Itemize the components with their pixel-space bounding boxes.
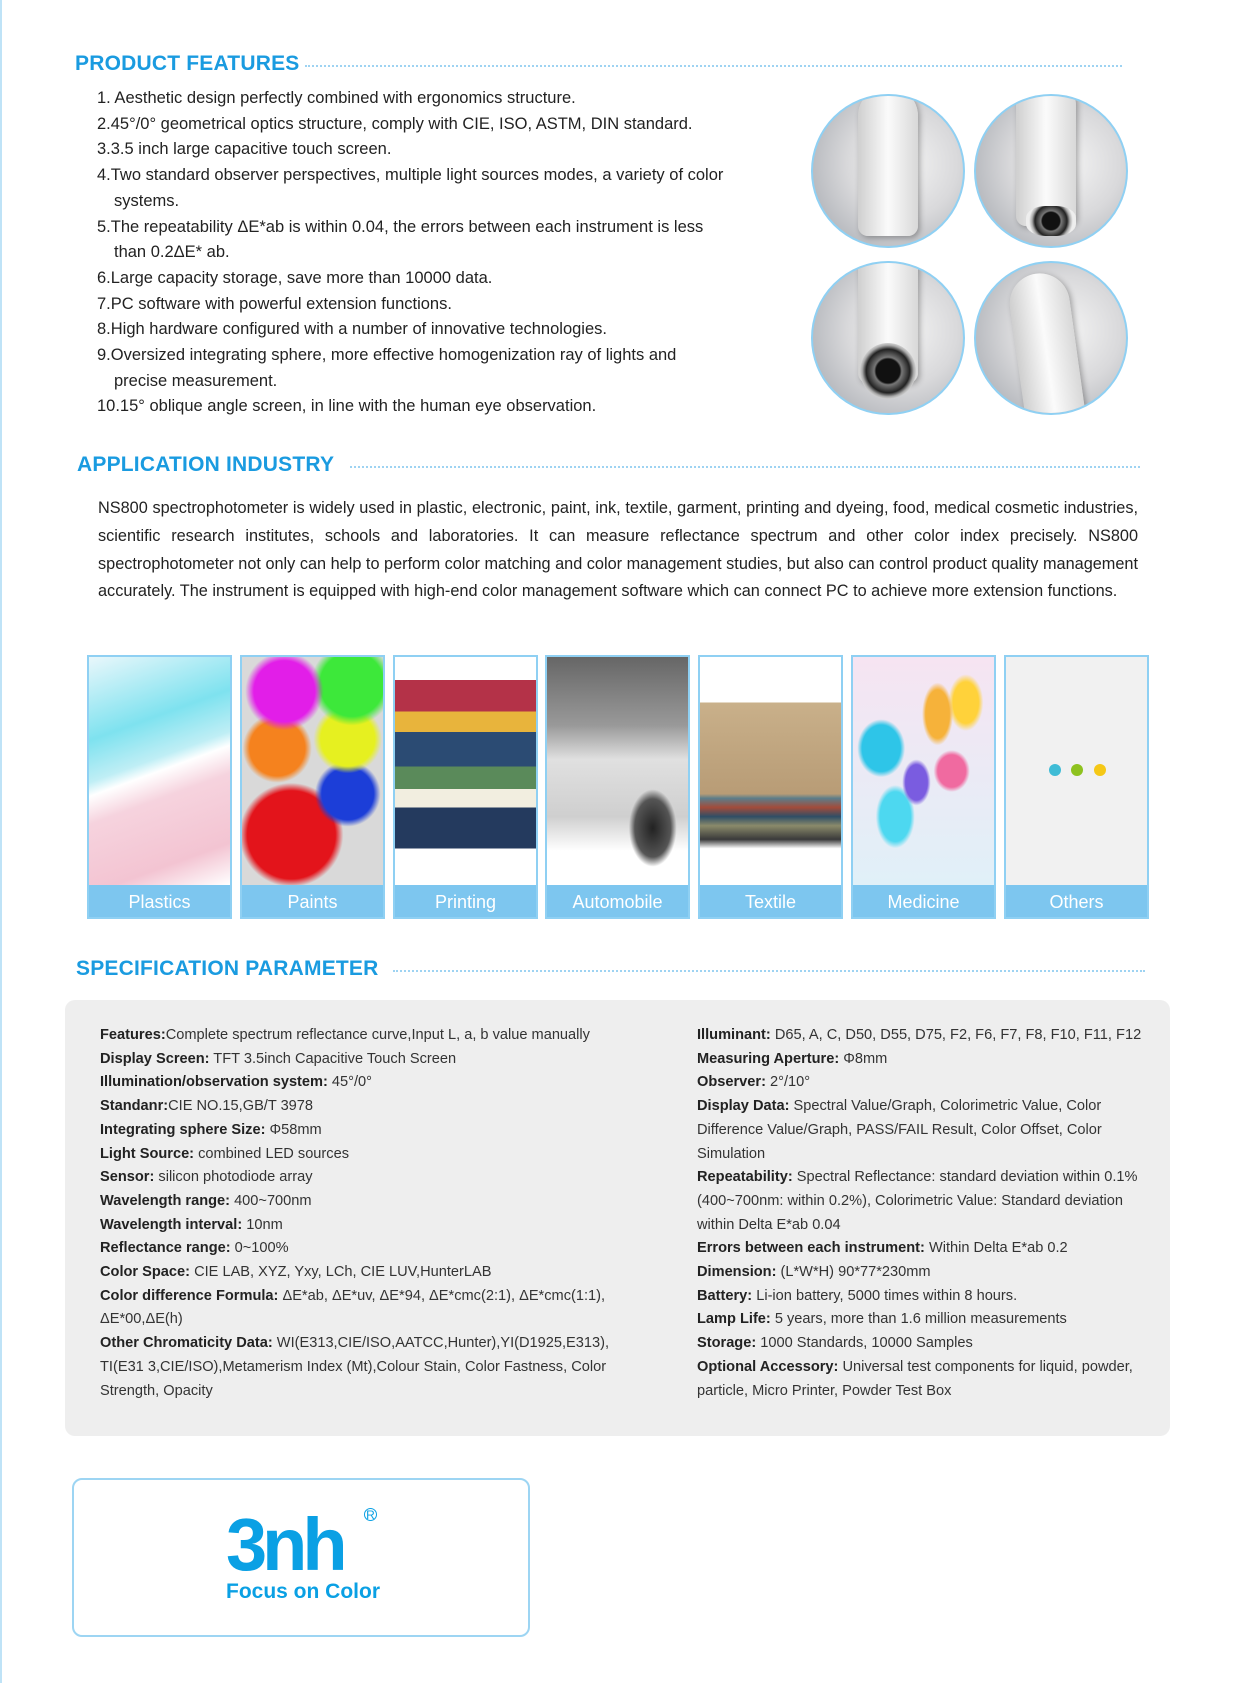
spec-key: Sensor:	[100, 1169, 155, 1186]
feature-item: 3.3.5 inch large capacitive touch screen.	[97, 140, 392, 159]
spec-row	[100, 1048, 620, 1072]
textile-image	[700, 657, 841, 885]
spec-value: Spectral Reflectance: standard deviation within 0.1% (400~700nm: within 0.2%), Colorimetric Value: Standard deviation within Delta E*ab 0.04	[697, 1169, 1138, 1233]
spec-row	[100, 1119, 620, 1143]
spec-value: combined LED sources	[194, 1145, 349, 1162]
feature-item: 8.High hardware configured with a number of innovative technologies.	[97, 320, 607, 339]
tile-label: Automobile	[545, 885, 690, 919]
tile-label: Textile	[698, 885, 843, 919]
spec-key: Standanr:	[100, 1098, 169, 1115]
registered-icon: R	[364, 1508, 377, 1521]
spec-value: CIE NO.15,GB/T 3978	[168, 1098, 314, 1115]
spec-key: Optional Accessory:	[697, 1358, 839, 1375]
spec-row	[697, 1095, 1157, 1166]
spec-value: Within Delta E*ab 0.2	[924, 1240, 1068, 1257]
product-photo	[974, 94, 1128, 248]
spec-row	[100, 1261, 620, 1285]
tile-label: Medicine	[851, 885, 996, 919]
spec-value: ΔE*ab, ΔE*uv, ΔE*94, ΔE*cmc(2:1), ΔE*cmc(1:1), ΔE*00,ΔE(h)	[100, 1287, 606, 1328]
feature-item: 1. Aesthetic design perfectly combined with ergonomics structure.	[97, 89, 576, 107]
spec-value: Complete spectrum reflectance curve,Input L, a, b value manually	[165, 1027, 590, 1043]
brand-tagline: Focus on Color	[226, 1580, 380, 1603]
application-paragraph: NS800 spectrophotometer is widely used in plastic, electronic, paint, ink, textile, garment, printing and dyeing, food, medical cosmetic industries, scientific research institutes, schools and laboratories. It can measure reflectance spectrum and other color index precisely. NS800 spectrophotometer not only can help to perform color matching and color management studies, but also can control product quality management accurately. The instrument is equipped with high-end color management software which can connect PC to achieve more extension functions.	[98, 499, 1138, 601]
spec-key: Color difference Formula:	[100, 1287, 279, 1304]
spec-value: Spectral Value/Graph, Colorimetric Value, Color Difference Value/Graph, PASS/FAIL Result, Color Offset, Color Simulation	[697, 1098, 1102, 1162]
spec-key: Lamp Life:	[697, 1311, 771, 1328]
spec-row	[100, 1190, 620, 1214]
industry-tile-medicine	[851, 655, 996, 919]
spec-row	[697, 1048, 1157, 1072]
spec-value: 45°/0°	[327, 1074, 373, 1091]
feature-item: 9.Oversized integrating sphere, more effective homogenization ray of lights and precise measurement.	[97, 346, 677, 390]
product-photo	[811, 94, 965, 248]
spec-row	[697, 1332, 1157, 1356]
spec-row	[697, 1261, 1157, 1285]
industry-tile-printing	[393, 655, 538, 919]
plastics-image	[89, 657, 230, 885]
dot-icon	[1049, 764, 1061, 776]
spec-row	[100, 1237, 620, 1261]
spec-key: Illumination/observation system:	[100, 1074, 328, 1091]
product-photo	[811, 261, 965, 415]
tile-label: Printing	[393, 885, 538, 919]
spec-key: Color Space:	[100, 1264, 191, 1281]
spec-key: Measuring Aperture:	[697, 1050, 840, 1067]
spec-key: Repeatability:	[697, 1169, 793, 1186]
spec-key: Errors between each instrument:	[697, 1240, 925, 1257]
spec-row	[100, 1071, 620, 1095]
spec-key: Other Chromaticity Data:	[100, 1335, 273, 1352]
application-industry-heading: APPLICATION INDUSTRY	[77, 453, 335, 476]
spec-row	[697, 1356, 1157, 1403]
spec-left-column	[100, 1024, 620, 1403]
industry-tile-textile	[698, 655, 843, 919]
spec-value: Li-ion battery, 5000 times within 8 hours.	[752, 1287, 1018, 1304]
spec-key: Display Screen:	[100, 1050, 210, 1067]
feature-item: 10.15° oblique angle screen, in line with the human eye observation.	[97, 397, 597, 416]
brand-logo: 3nh	[226, 1503, 343, 1586]
features-list	[97, 86, 777, 420]
spec-row	[100, 1332, 620, 1403]
spec-row	[697, 1071, 1157, 1095]
spec-row	[100, 1143, 620, 1167]
spec-value: WI(E313,CIE/ISO,AATCC,Hunter),YI(D1925,E313), TI(E31 3,CIE/ISO),Metamerism Index (Mt),Colour Stain, Color Fastness, Color Strength, Opacity	[100, 1335, 610, 1399]
spec-key: Light Source:	[100, 1145, 195, 1162]
spec-row	[100, 1214, 620, 1238]
spec-row	[100, 1024, 620, 1048]
page-edge-line	[0, 0, 2, 1683]
automobile-image	[547, 657, 688, 885]
divider	[305, 65, 1122, 67]
spec-key: Wavelength range:	[100, 1192, 231, 1209]
spec-row	[100, 1095, 620, 1119]
spec-row	[697, 1024, 1157, 1048]
paints-image	[242, 657, 383, 885]
industry-tile-automobile	[545, 655, 690, 919]
spec-value: Φ58mm	[265, 1121, 322, 1138]
spec-value: (L*W*H) 90*77*230mm	[776, 1264, 931, 1281]
spec-value: CIE LAB, XYZ, Yxy, LCh, CIE LUV,HunterLAB	[190, 1264, 492, 1281]
printing-image	[395, 657, 536, 885]
product-photo	[974, 261, 1128, 415]
spec-key: Integrating sphere Size:	[100, 1121, 266, 1138]
spec-row	[697, 1237, 1157, 1261]
feature-item: 5.The repeatability ΔE*ab is within 0.04, the errors between each instrument is less than 0.2ΔE* ab.	[97, 217, 704, 262]
spec-value: D65, A, C, D50, D55, D75, F2, F6, F7, F8, F10, F11, F12	[770, 1027, 1142, 1043]
spec-row	[100, 1166, 620, 1190]
dot-icon	[1094, 764, 1106, 776]
spec-row	[697, 1285, 1157, 1309]
dot-icon	[1071, 764, 1083, 776]
specification-heading: SPECIFICATION PARAMETER	[76, 957, 379, 980]
spec-key: Illuminant:	[697, 1027, 771, 1043]
brand-logo-box	[72, 1478, 530, 1637]
spec-key: Dimension:	[697, 1264, 777, 1281]
tile-label: Paints	[240, 885, 385, 919]
spec-row	[100, 1285, 620, 1332]
spec-key: Storage:	[697, 1335, 757, 1352]
spec-value: Φ8mm	[839, 1050, 888, 1067]
spec-key: Battery:	[697, 1287, 753, 1304]
feature-item: 6.Large capacity storage, save more than 10000 data.	[97, 268, 493, 287]
spec-key: Reflectance range:	[100, 1240, 231, 1257]
industry-tile-paints	[240, 655, 385, 919]
spec-key: Wavelength interval:	[100, 1216, 243, 1233]
industry-tile-plastics	[87, 655, 232, 919]
spec-value: 400~700nm	[230, 1192, 312, 1209]
spec-row	[697, 1308, 1157, 1332]
spec-value: 10nm	[242, 1216, 283, 1233]
spec-right-column	[697, 1024, 1157, 1403]
spec-value: silicon photodiode array	[154, 1169, 313, 1186]
spec-key: Features:	[100, 1027, 166, 1043]
product-features-heading: PRODUCT FEATURES	[75, 52, 300, 75]
others-image	[1006, 657, 1147, 885]
divider	[393, 970, 1145, 972]
spec-value: Universal test components for liquid, powder, particle, Micro Printer, Powder Test Box	[697, 1358, 1133, 1399]
feature-item: 7.PC software with powerful extension functions.	[97, 294, 452, 313]
divider	[350, 466, 1140, 468]
spec-key: Observer:	[697, 1074, 766, 1091]
industry-tile-others	[1004, 655, 1149, 919]
medicine-image	[853, 657, 994, 885]
feature-item: 2.45°/0° geometrical optics structure, comply with CIE, ISO, ASTM, DIN standard.	[97, 114, 693, 133]
tile-label: Others	[1004, 885, 1149, 919]
feature-item: 4.Two standard observer perspectives, multiple light sources modes, a variety of color systems.	[97, 166, 724, 210]
spec-value: 2°/10°	[765, 1074, 811, 1091]
spec-value: TFT 3.5inch Capacitive Touch Screen	[209, 1050, 457, 1067]
spec-value: 0~100%	[230, 1240, 289, 1257]
spec-row	[697, 1166, 1157, 1237]
tile-label: Plastics	[87, 885, 232, 919]
spec-value: 5 years, more than 1.6 million measurements	[770, 1311, 1067, 1328]
spec-key: Display Data:	[697, 1098, 790, 1115]
spec-value: 1000 Standards, 10000 Samples	[756, 1335, 973, 1352]
